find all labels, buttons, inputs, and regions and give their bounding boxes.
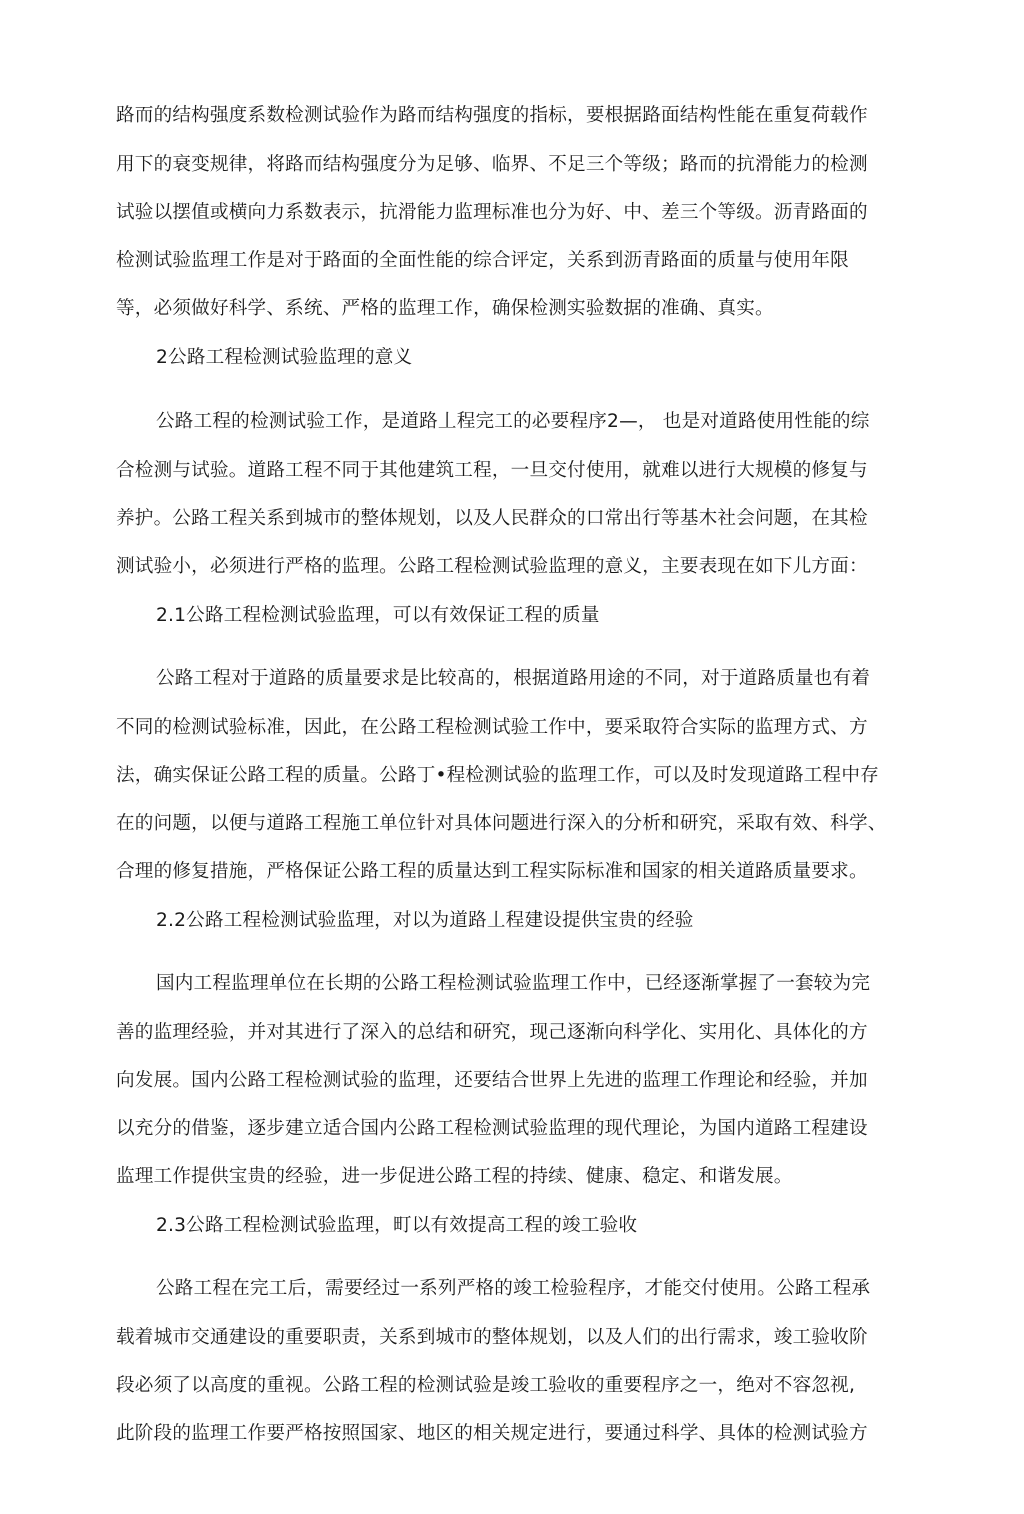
paragraph-line: 法，确实保证公路工程的质量。公路丁•程检测试验的监理工作，可以及时发现道路工程中存 xyxy=(116,765,879,786)
section-heading: 2.1公路工程检测试验监理，可以有效保证工程的质量 xyxy=(156,605,600,626)
paragraph-line: 以充分的借鉴，逐步建立适合国内公路工程检测试验监理的现代理论，为国内道路工程建设 xyxy=(116,1118,868,1139)
section-heading: 2.3公路工程检测试验监理，町以有效提高工程的竣工验收 xyxy=(156,1215,638,1236)
paragraph-line: 公路工程对于道路的质量要求是比较髙的，根据道路用途的不同，对于道路质量也有着 xyxy=(156,668,871,689)
paragraph-line: 合检测与试验。道路工程不同于其他建筑工程，一旦交付使用，就难以进行大规模的修复与 xyxy=(116,460,868,481)
paragraph-line: 养护。公路工程关系到城市的整体规划，以及人民群众的口常出行等基木社会问题，在其检 xyxy=(116,508,868,529)
paragraph-line: 检测试验监理工作是对于路面的全面性能的综合评定，关系到沥青路面的质量与使用年限 xyxy=(116,250,849,271)
paragraph-line: 载着城市交通建设的重要职责，关系到城市的整体规划，以及人们的出行需求，竣工验收阶 xyxy=(116,1327,868,1348)
section-heading: 2公路工程检测试验监理的意义 xyxy=(156,347,413,368)
paragraph-line: 公路工程在完工后，需要经过一系列严格的竣工检验程序，才能交付使用。公路工程承 xyxy=(156,1278,871,1299)
paragraph-line: 公路工程的检测试验工作，是道路丄程完工的必要程序2—， 也是对道路使用性能的综 xyxy=(156,411,870,432)
paragraph-line: 此阶段的监理工作要严格按照国家、地区的相关规定进行，要通过科学、具体的检测试验方 xyxy=(116,1423,868,1444)
section-heading: 2.2公路工程检测试验监理，对以为道路丄程建设提供宝贵的经验 xyxy=(156,910,694,931)
paragraph-line: 善的监理经验，并对其进行了深入的总结和研究，现己逐渐向科学化、实用化、具体化的方 xyxy=(116,1022,868,1043)
paragraph-line: 国内工程监理单位在长期的公路工程检测试验监理工作中，已经逐渐掌握了一套较为完 xyxy=(156,973,871,994)
paragraph-line: 监理工作提供宝贵的经验，进一步促进公路工程的持续、健康、稳定、和谐发展。 xyxy=(116,1166,793,1187)
paragraph-line: 不同的检测试验标准，因此，在公路工程检测试验工作中，要采取符合实际的监理方式、方 xyxy=(116,717,868,738)
paragraph-line: 在的问题，以便与道路工程施工单位针对具体问题进行深入的分析和研究，采取有效、科学、 xyxy=(116,813,887,834)
paragraph-line: 测试验小，必须进行严格的监理。公路工程检测试验监理的意义，主要表现在如下儿方面： xyxy=(116,556,868,577)
paragraph-line: 试验以摆值或横向力系数表示，抗滑能力监理标准也分为好、中、差三个等级。沥青路面的 xyxy=(116,202,868,223)
paragraph-line: 向发展。国内公路工程检测试验的监理，还要结合世界上先进的监理工作理论和经验，并加 xyxy=(116,1070,868,1091)
paragraph-line: 等，必须做好科学、系统、严格的监理工作，确保检测实验数据的准确、真实。 xyxy=(116,298,774,319)
paragraph-line: 段必须了以高度的重视。公路工程的检测试验是竣工验收的重要程序之一，绝对不容忽视, xyxy=(116,1375,856,1396)
paragraph-line: 用下的衰变规律，将路而结构强度分为足够、临界、不足三个等级；路而的抗滑能力的检测 xyxy=(116,154,868,175)
paragraph-line: 路而的结构强度系数检测试验作为路而结构强度的指标，要根据路面结构性能在重复荷载作 xyxy=(116,105,868,126)
paragraph-line: 合理的修复措施，严格保证公路工程的质量达到工程实际标准和国家的相关道路质量要求。 xyxy=(116,861,868,882)
